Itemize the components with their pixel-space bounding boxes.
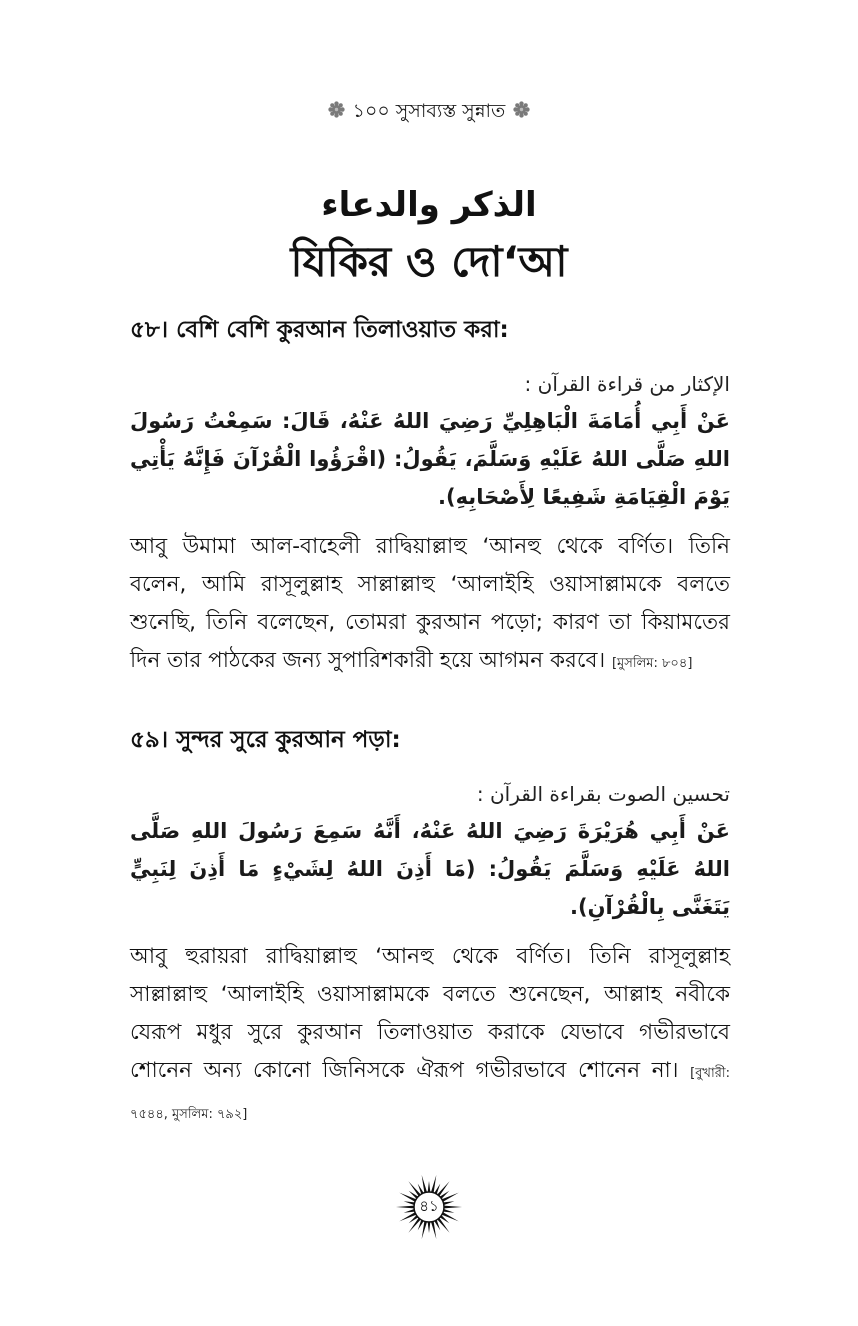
arabic-hadith: عَنْ أَبِي أُمَامَةَ الْبَاهِلِيِّ رَضِيَ اللهُ عَنْهُ، قَالَ: سَمِعْتُ رَسُولَ اللهِ صَلَّى اللهُ عَلَيْهِ وَسَلَّمَ، يَقُولُ: (اقْرَؤُوا الْقُرْآنَ فَإِنَّهُ يَأْتِي يَوْمَ الْقِيَامَةِ شَفِيعًا لِأَصْحَابِهِ).: [130, 409, 730, 509]
chapter-title-arabic: الذكر والدعاء: [321, 185, 537, 225]
sunburst-ray: [422, 1221, 427, 1239]
bengali-translation: [130, 938, 730, 1134]
section-heading: ৫৮। বেশি বেশি কুরআন তিলাওয়াত করা:: [130, 317, 509, 343]
bengali-translation-text: আবু উমামা আল-বাহেলী রাদ্বিয়াল্লাহু ‘আনহু থেকে বর্ণিত। তিনি বলেন, আমি রাসূলুল্লাহ সাল্লাল্লাহু ‘আলাইহি ওয়াসাল্লামকে বলতে শুনেছি, তিনি বলেছেন, তোমরা কুরআন পড়ো; কারণ তা কিয়ামতের দিন তার পাঠকের জন্য সুপারিশকারী হয়ে আগমন করবে।: [130, 534, 730, 673]
section-59: [130, 722, 730, 1134]
sunburst-ray: [408, 1218, 420, 1233]
arabic-subheading: تحسين الصوت بقراءة القرآن :: [476, 782, 730, 806]
page-number-badge: [394, 1172, 464, 1242]
flower-ornament-icon: [513, 101, 530, 118]
hadith-reference: [মুসলিম: ৮০৪]: [611, 656, 693, 671]
sunburst-ray: [437, 1181, 449, 1196]
sunburst-ray: [431, 1175, 436, 1193]
bengali-translation: [130, 528, 730, 683]
page-number: ৪১: [419, 1197, 439, 1215]
flower-ornament-icon: [328, 101, 345, 118]
sunburst-ray: [431, 1221, 436, 1239]
hadith-reference: [বুখারী: ৭৫৪৪, মুসলিম: ৭৯২]: [130, 1066, 730, 1122]
section-58: [130, 312, 730, 683]
running-head: [0, 96, 858, 126]
section-heading: ৫৯। সুন্দর সুরে কুরআন পড়া:: [130, 727, 401, 753]
sunburst-ray: [437, 1218, 449, 1233]
sunburst-ray: [428, 1181, 431, 1192]
sunburst-ray: [408, 1181, 420, 1196]
running-head-title: ১০০ সুসাব্যস্ত সুন্নাত: [352, 100, 506, 122]
sunburst-ray: [428, 1222, 431, 1233]
arabic-hadith: عَنْ أَبِي هُرَيْرَةَ رَضِيَ اللهُ عَنْهُ، أَنَّهُ سَمِعَ رَسُولَ اللهِ صَلَّى اللهُ عَلَيْهِ وَسَلَّمَ يَقُولُ: (مَا أَذِنَ اللهُ لِشَيْءٍ مَا أَذِنَ لِنَبِيٍّ يَتَغَنَّى بِالْقُرْآنِ).: [130, 819, 730, 919]
chapter-title-bengali: যিকির ও দো‘আ: [290, 237, 568, 286]
arabic-subheading: الإكثار من قراءة القرآن :: [524, 372, 730, 396]
sunburst-ray: [422, 1175, 427, 1193]
bengali-translation-text: আবু হুরায়রা রাদ্বিয়াল্লাহু ‘আনহু থেকে বর্ণিত। তিনি রাসূলুল্লাহ সাল্লাল্লাহু ‘আলাইহি ওয়াসাল্লামকে বলতে শুনেছেন, আল্লাহ নবীকে যেরূপ মধুর সুরে কুরআন তিলাওয়াত করাকে যেভাবে গভীরভাবে শোনেন অন্য কোনো জিনিসকে ঐরূপ গভীরভাবে শোনেন না।: [130, 944, 730, 1083]
